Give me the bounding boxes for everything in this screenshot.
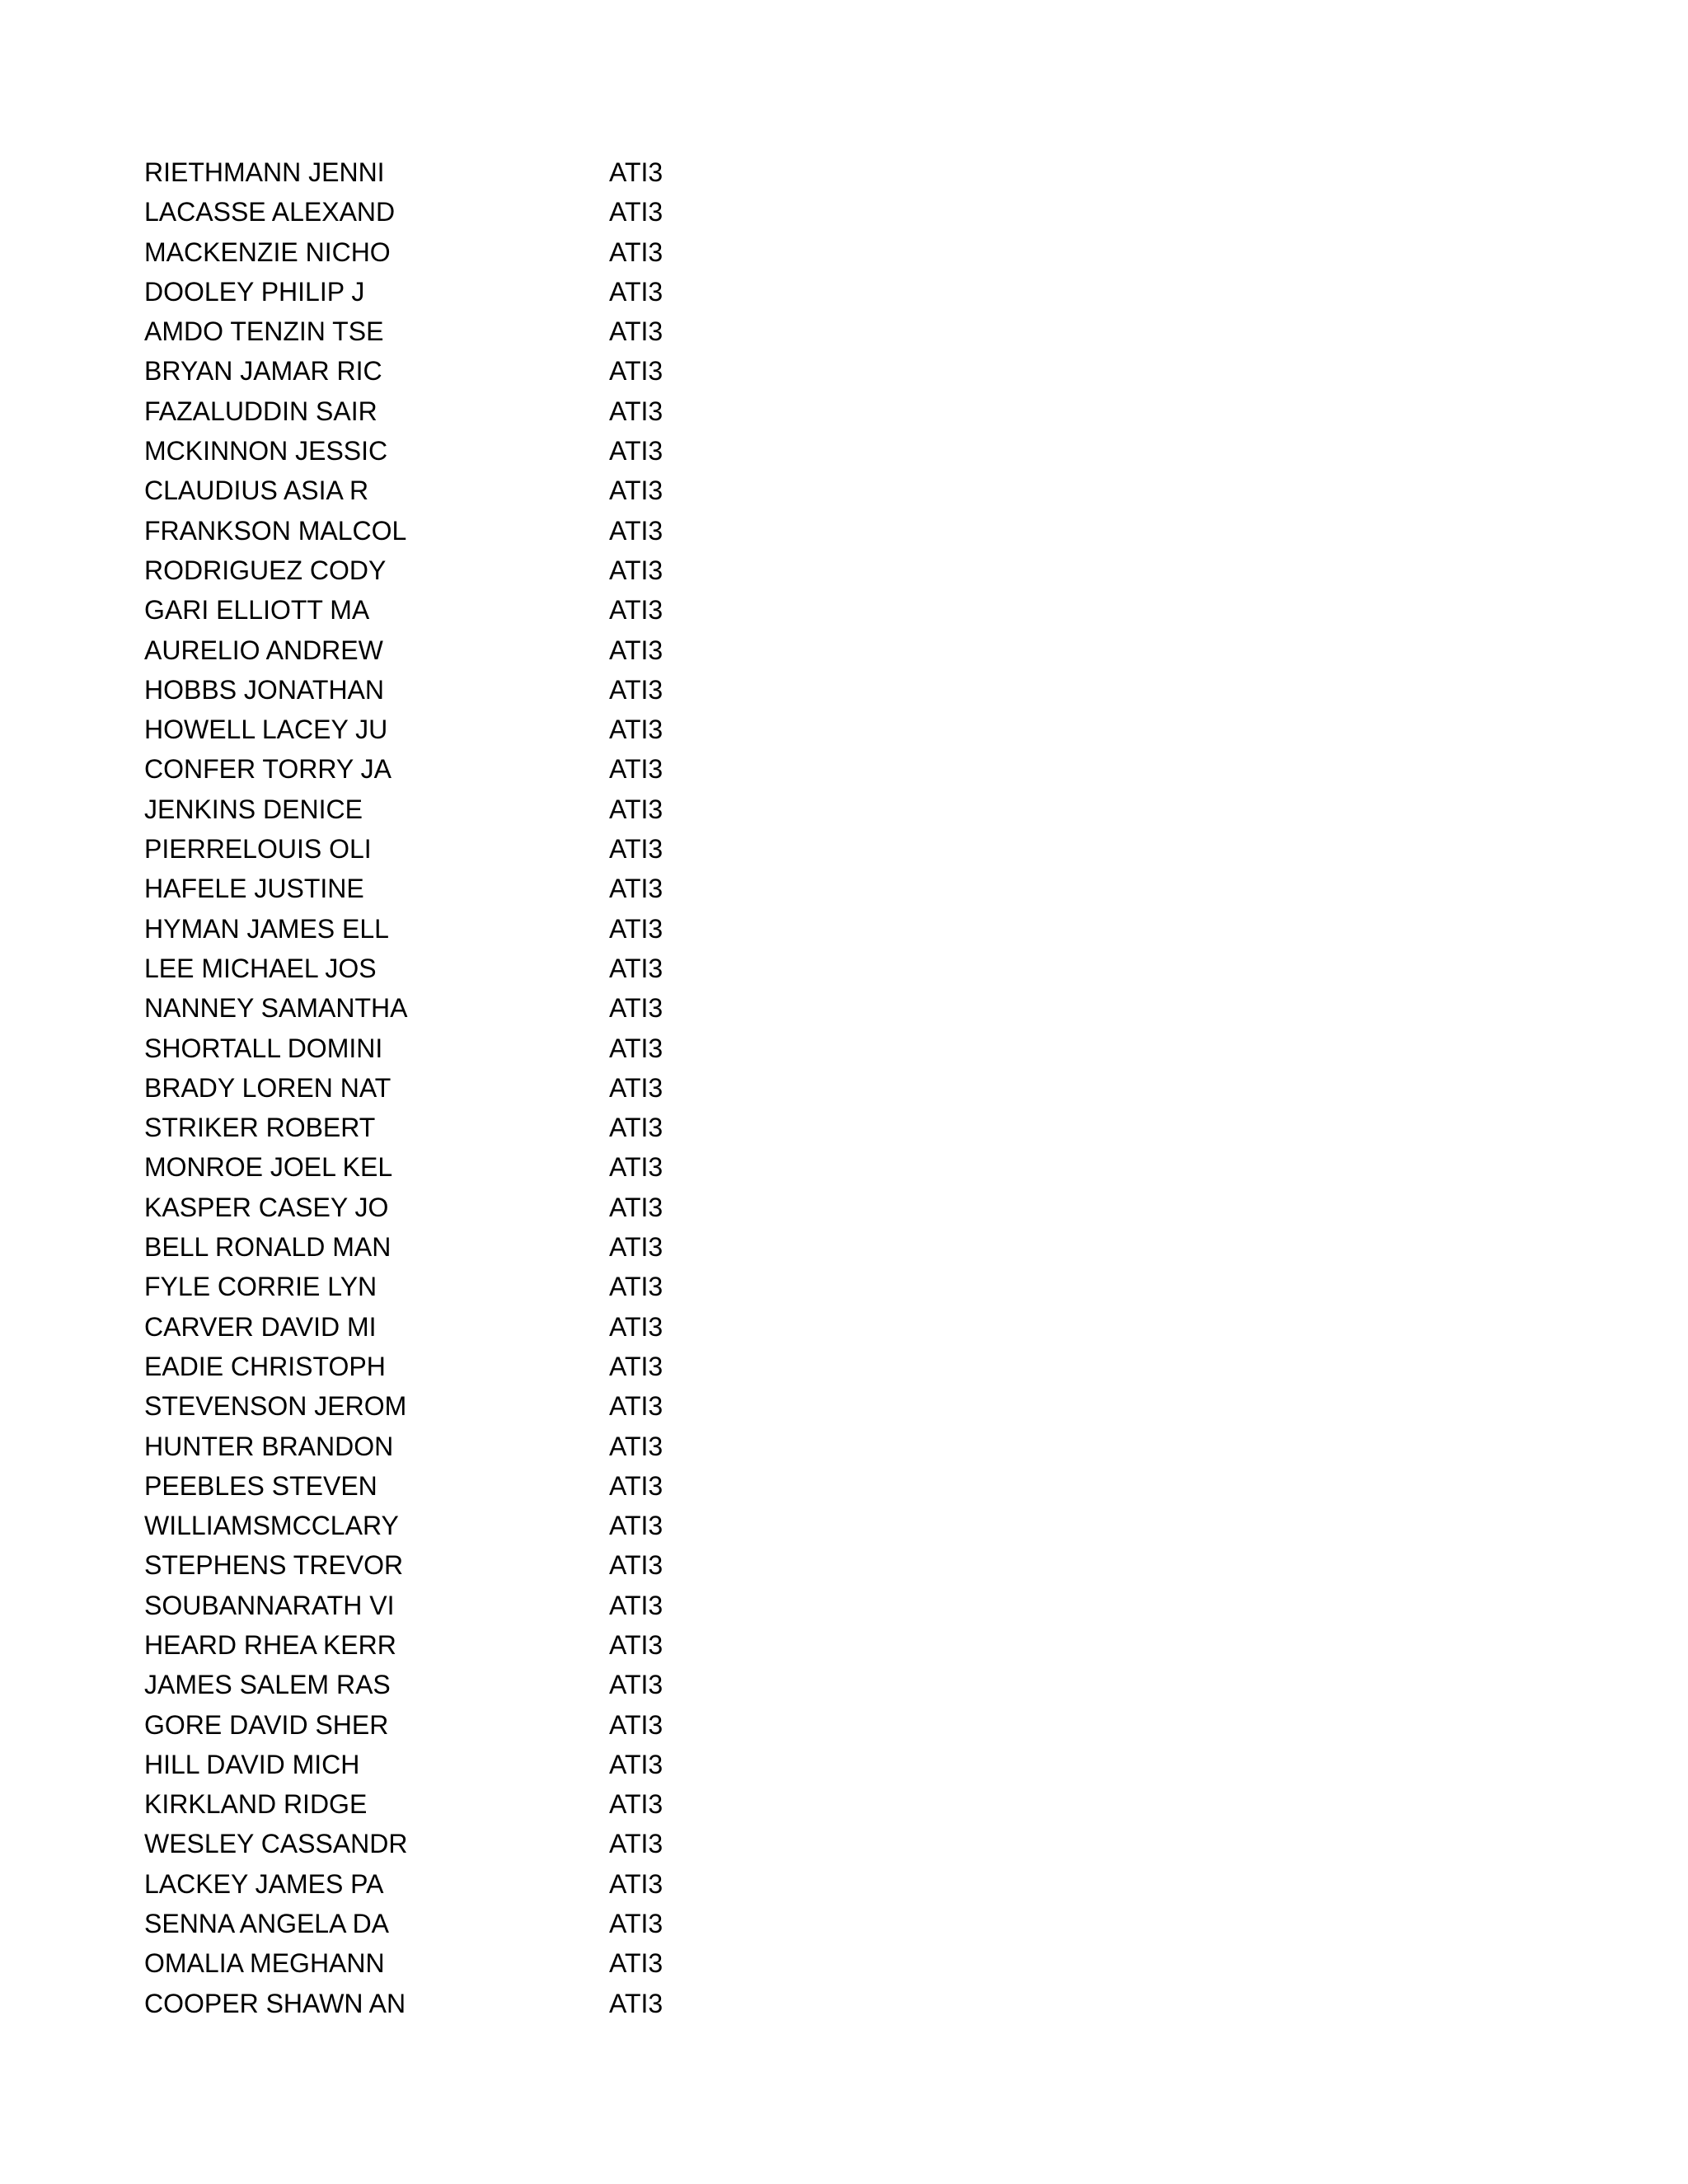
row-code: ATI3	[609, 396, 663, 426]
list-row	[144, 391, 721, 431]
row-code: ATI3	[609, 1113, 663, 1143]
row-code: ATI3	[609, 874, 663, 904]
list-row	[144, 1147, 721, 1187]
row-code: ATI3	[609, 197, 663, 227]
list-row	[144, 1427, 721, 1466]
row-name: KIRKLAND RIDGE	[144, 1789, 368, 1820]
row-name: STRIKER ROBERT	[144, 1113, 376, 1143]
list-row	[144, 1068, 721, 1108]
list-row	[144, 1586, 721, 1625]
row-code: ATI3	[609, 316, 663, 347]
list-row	[144, 1943, 721, 1983]
list-row	[144, 670, 721, 710]
row-code: ATI3	[609, 834, 663, 865]
row-name: CARVER DAVID MI	[144, 1311, 377, 1342]
row-name: LEE MICHAEL JOS	[144, 953, 377, 983]
list-row	[144, 869, 721, 908]
list-row	[144, 471, 721, 510]
row-code: ATI3	[609, 674, 663, 705]
list-row	[144, 909, 721, 949]
list-row	[144, 1705, 721, 1745]
row-name: MONROE JOEL KEL	[144, 1152, 393, 1183]
row-name: BRYAN JAMAR RIC	[144, 356, 382, 387]
list-row	[144, 1386, 721, 1426]
row-name: CONFER TORRY JA	[144, 754, 392, 785]
row-code: ATI3	[609, 356, 663, 387]
row-name: DOOLEY PHILIP J	[144, 276, 365, 307]
row-code: ATI3	[609, 515, 663, 546]
row-name: FAZALUDDIN SAIR	[144, 396, 377, 426]
row-name: FRANKSON MALCOL	[144, 515, 407, 546]
row-code: ATI3	[609, 993, 663, 1024]
row-code: ATI3	[609, 1550, 663, 1581]
list-row	[144, 1267, 721, 1306]
list-row	[144, 1665, 721, 1704]
row-code: ATI3	[609, 1590, 663, 1620]
row-code: ATI3	[609, 1311, 663, 1342]
row-code: ATI3	[609, 1470, 663, 1501]
list-row	[144, 511, 721, 551]
row-code: ATI3	[609, 913, 663, 944]
list-row	[144, 630, 721, 670]
row-code: ATI3	[609, 1272, 663, 1302]
row-name: FYLE CORRIE LYN	[144, 1272, 377, 1302]
row-code: ATI3	[609, 1829, 663, 1859]
list-row	[144, 829, 721, 869]
row-code: ATI3	[609, 237, 663, 267]
row-name: MCKINNON JESSIC	[144, 436, 388, 466]
row-name: WESLEY CASSANDR	[144, 1829, 408, 1859]
row-code: ATI3	[609, 794, 663, 824]
row-code: ATI3	[609, 276, 663, 307]
list-row	[144, 590, 721, 630]
row-code: ATI3	[609, 1670, 663, 1700]
row-name: WILLIAMSMCCLARY	[144, 1511, 399, 1541]
row-code: ATI3	[609, 1391, 663, 1422]
row-name: HOWELL LACEY JU	[144, 715, 388, 745]
row-name: SENNA ANGELA DA	[144, 1909, 390, 1939]
list-row	[144, 1864, 721, 1904]
list-row	[144, 431, 721, 471]
row-code: ATI3	[609, 715, 663, 745]
row-name: RODRIGUEZ CODY	[144, 555, 387, 585]
row-name: GORE DAVID SHER	[144, 1709, 389, 1740]
list-row	[144, 790, 721, 829]
row-code: ATI3	[609, 1709, 663, 1740]
row-code: ATI3	[609, 1629, 663, 1660]
row-name: GARI ELLIOTT MA	[144, 595, 370, 626]
row-code: ATI3	[609, 635, 663, 665]
row-name: HOBBS JONATHAN	[144, 674, 384, 705]
list-row	[144, 192, 721, 232]
list-row	[144, 232, 721, 272]
row-code: ATI3	[609, 436, 663, 466]
list-row	[144, 1545, 721, 1585]
row-name: STEPHENS TREVOR	[144, 1550, 404, 1581]
row-name: PIERRELOUIS OLI	[144, 834, 372, 865]
row-name: RIETHMANN JENNI	[144, 157, 385, 187]
row-name: HILL DAVID MICH	[144, 1749, 360, 1779]
list-row	[144, 1904, 721, 1943]
list-row	[144, 710, 721, 749]
list-row	[144, 272, 721, 312]
list-row	[144, 1984, 721, 2023]
row-name: EADIE CHRISTOPH	[144, 1351, 386, 1381]
row-code: ATI3	[609, 1511, 663, 1541]
row-code: ATI3	[609, 1351, 663, 1381]
row-code: ATI3	[609, 1431, 663, 1461]
row-name: COOPER SHAWN AN	[144, 1988, 406, 2018]
list-row	[144, 988, 721, 1028]
list-row	[144, 551, 721, 590]
row-name: AURELIO ANDREW	[144, 635, 383, 665]
list-row	[144, 1625, 721, 1665]
row-name: PEEBLES STEVEN	[144, 1470, 377, 1501]
row-name: OMALIA MEGHANN	[144, 1948, 385, 1979]
row-code: ATI3	[609, 1909, 663, 1939]
list-row	[144, 1784, 721, 1824]
list-row	[144, 312, 721, 351]
row-code: ATI3	[609, 1868, 663, 1899]
row-name: HAFELE JUSTINE	[144, 874, 364, 904]
row-code: ATI3	[609, 1152, 663, 1183]
row-code: ATI3	[609, 1948, 663, 1979]
list-row	[144, 351, 721, 391]
row-code: ATI3	[609, 157, 663, 187]
row-code: ATI3	[609, 1033, 663, 1063]
row-name: HYMAN JAMES ELL	[144, 913, 389, 944]
row-name: JAMES SALEM RAS	[144, 1670, 391, 1700]
name-code-list	[144, 152, 721, 2023]
row-name: MACKENZIE NICHO	[144, 237, 391, 267]
row-code: ATI3	[609, 754, 663, 785]
row-name: STEVENSON JEROM	[144, 1391, 407, 1422]
row-code: ATI3	[609, 1192, 663, 1222]
list-row	[144, 1188, 721, 1227]
row-name: JENKINS DENICE	[144, 794, 363, 824]
row-code: ATI3	[609, 555, 663, 585]
list-row	[144, 1307, 721, 1347]
row-name: LACASSE ALEXAND	[144, 197, 396, 227]
list-row	[144, 1824, 721, 1863]
row-code: ATI3	[609, 1232, 663, 1263]
list-row	[144, 1347, 721, 1386]
row-code: ATI3	[609, 953, 663, 983]
list-row	[144, 1745, 721, 1784]
list-row	[144, 1506, 721, 1545]
row-code: ATI3	[609, 595, 663, 626]
list-row	[144, 1227, 721, 1267]
row-code: ATI3	[609, 1072, 663, 1103]
list-row	[144, 949, 721, 988]
row-name: BRADY LOREN NAT	[144, 1072, 392, 1103]
row-name: AMDO TENZIN TSE	[144, 316, 384, 347]
row-name: HUNTER BRANDON	[144, 1431, 394, 1461]
row-code: ATI3	[609, 1789, 663, 1820]
row-code: ATI3	[609, 1749, 663, 1779]
list-row	[144, 1029, 721, 1068]
row-name: LACKEY JAMES PA	[144, 1868, 384, 1899]
list-row	[144, 1466, 721, 1506]
row-name: SOUBANNARATH VI	[144, 1590, 395, 1620]
row-name: NANNEY SAMANTHA	[144, 993, 408, 1024]
row-name: BELL RONALD MAN	[144, 1232, 392, 1263]
list-row	[144, 152, 721, 192]
row-code: ATI3	[609, 476, 663, 506]
list-row	[144, 1108, 721, 1147]
row-name: KASPER CASEY JO	[144, 1192, 389, 1222]
list-row	[144, 749, 721, 789]
row-name: CLAUDIUS ASIA R	[144, 476, 369, 506]
row-name: SHORTALL DOMINI	[144, 1033, 383, 1063]
row-name: HEARD RHEA KERR	[144, 1629, 396, 1660]
row-code: ATI3	[609, 1988, 663, 2018]
